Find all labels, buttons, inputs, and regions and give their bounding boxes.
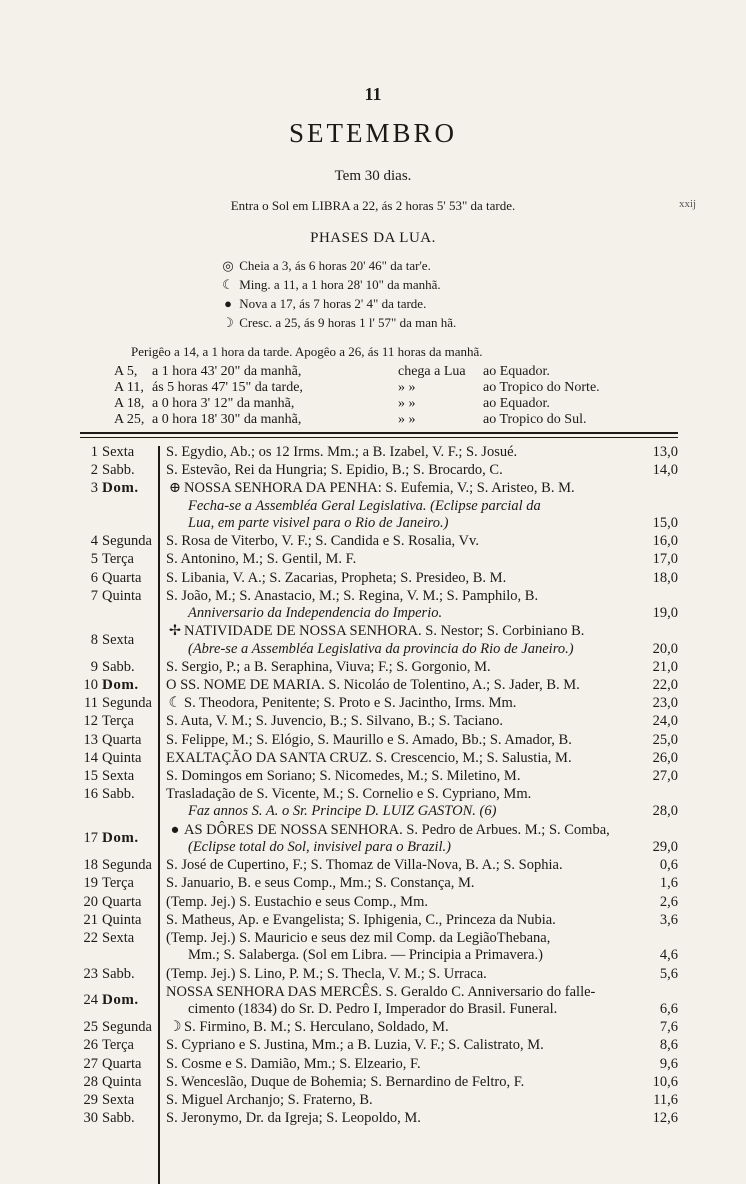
saints-text (166, 623, 584, 640)
eq-dest: ao Tropico do Norte. (483, 380, 600, 395)
value: 13,0 (652, 444, 678, 460)
value: 11,6 (653, 1092, 678, 1108)
note-line: Fecha-se a Assembléa Geral Legislativa. (Eclipse parcial da (188, 497, 541, 514)
calendar-row (80, 857, 678, 874)
value: 29,0 (652, 838, 678, 855)
weekday: Dom. (102, 830, 139, 847)
saints-text-line: S. Theodora, Penitente; S. Proto e S. Jacintho, Irms. Mm. (184, 695, 517, 712)
saints-text-line: (Temp. Jej.) S. Eustachio e seus Comp., Mm. (166, 893, 428, 910)
day-number: 30 (83, 1110, 98, 1127)
phase-line (220, 277, 441, 293)
value: 0,6 (659, 857, 678, 874)
weekday: Quinta (102, 749, 142, 766)
saints-text (166, 875, 475, 892)
value: 2,6 (659, 893, 678, 910)
saints-text (166, 894, 428, 911)
value: 1,6 (659, 875, 678, 892)
eq-time: a 1 hora 43' 20" da manhã, (152, 364, 302, 379)
value: 6,6 (659, 1000, 678, 1017)
day-number: 21 (83, 911, 98, 928)
first-quarter-icon: ☽ (222, 315, 234, 330)
weekday: Segunda (102, 1019, 152, 1036)
top-rule-thin (80, 437, 678, 438)
eq-date: A 11, (114, 380, 144, 395)
day-number: 19 (83, 875, 98, 892)
saints-text (166, 462, 503, 479)
saints-text (166, 732, 572, 749)
phase-line (220, 315, 456, 331)
saints-text (166, 750, 572, 767)
calendar-row (80, 1092, 678, 1109)
calendar-row (80, 786, 678, 821)
day-number: 2 (90, 462, 98, 479)
eq-date: A 18, (114, 396, 145, 411)
saints-text-line: S. Libania, V. A.; S. Zacarias, Propheta; S. Presideo, B. M. (166, 569, 507, 586)
day-number: 28 (83, 1073, 98, 1090)
day-number: 6 (90, 569, 98, 586)
value: 15,0 (652, 514, 678, 531)
day-number: 16 (83, 786, 98, 803)
day-number: 20 (83, 893, 98, 910)
calendar-row (80, 695, 678, 712)
saints-text-line: S. Cosme e S. Damião, Mm.; S. Elzeario, F. (166, 1055, 421, 1072)
eq-date: A 5, (114, 364, 138, 379)
note-line: Lua, em parte visivel para o Rio de Janeiro.) (188, 514, 449, 531)
saints-text-line: S. Firmino, B. M.; S. Herculano, Soldado, M. (184, 1019, 449, 1036)
calendar-row (80, 570, 678, 587)
days-count: Tem 30 dias. (334, 168, 412, 184)
saints-text (166, 659, 491, 676)
value: 7,6 (659, 1019, 678, 1036)
saints-text (166, 444, 517, 461)
eq-date: A 25, (114, 412, 145, 427)
sun-entry-line: Entra o Sol em LIBRA a 22, ás 2 horas 5' 53" da tarde. (230, 198, 516, 213)
weekday: Dom. (102, 992, 139, 1009)
saints-text-line: AS DÔRES DE NOSSA SENHORA. S. Pedro de Arbues. M.; S. Comba, (184, 821, 610, 838)
value: 18,0 (652, 569, 678, 586)
calendar-row (80, 1037, 678, 1054)
day-number: 29 (83, 1092, 98, 1108)
calendar-row (80, 822, 678, 857)
value: 5,6 (659, 965, 678, 982)
feast-symbol-icon: ● (170, 821, 180, 838)
saints-text-line: S. Miguel Archanjo; S. Fraterno, B. (166, 1092, 373, 1108)
feast-symbol-icon: ⊕ (168, 480, 182, 497)
calendar-row (80, 1056, 678, 1073)
phase-line (220, 296, 426, 312)
eq-time: ás 5 horas 47' 15" da tarde, (152, 380, 303, 395)
weekday: Terça (102, 875, 134, 892)
calendar-row (80, 623, 678, 658)
note-line: cimento (1834) do Sr. D. Pedro I, Imperador do Brasil. Funeral. (188, 1000, 558, 1017)
weekday: Dom. (102, 480, 139, 497)
weekday: Terça (102, 1037, 134, 1054)
calendar-row (80, 1074, 678, 1091)
phase-text: Nova a 17, ás 7 horas 2' 4" da tarde. (236, 296, 427, 311)
saints-text (166, 1019, 449, 1036)
calendar-row (80, 462, 678, 479)
saints-text-line: S. José de Cupertino, F.; S. Thomaz de Villa-Nova, B. A.; S. Sophia. (166, 857, 563, 874)
calendar-row (80, 1110, 678, 1127)
phase-text: Cresc. a 25, ás 9 horas 1 l' 57" da man hã. (236, 315, 457, 330)
weekday: Sabb. (102, 1110, 135, 1127)
calendar-row (80, 750, 678, 767)
eq-time: a 0 hora 3' 12" da manhã, (152, 396, 295, 411)
saints-text-line: NATIVIDADE DE NOSSA SENHORA. S. Nestor; S. Corbiniano B. (184, 623, 585, 640)
weekday: Quarta (102, 731, 142, 748)
saints-text (166, 930, 550, 947)
day-number: 10 (83, 677, 98, 693)
weekday: Segunda (102, 857, 152, 874)
saints-text-line: S. Cypriano e S. Justina, Mm.; a B. Luzia, V. F.; S. Calistrato, M. (166, 1037, 544, 1054)
day-number: 17 (83, 830, 98, 847)
phase-text: Ming. a 11, a 1 hora 28' 10" da manhã. (236, 277, 441, 292)
weekday: Terça (102, 551, 134, 568)
value: 28,0 (652, 803, 678, 820)
weekday: Sabb. (102, 786, 135, 803)
value: 24,0 (652, 713, 678, 730)
day-number: 23 (83, 965, 98, 982)
note-line: (Eclipse total do Sol, invisivel para o Brazil.) (188, 838, 451, 855)
value: 12,6 (652, 1110, 678, 1127)
saints-text (166, 1074, 524, 1091)
value: 9,6 (659, 1055, 678, 1072)
page-title: SETEMBRO (288, 118, 458, 148)
margin-mark: xxij (679, 198, 697, 210)
saints-text-line: S. Domingos em Soriano; S. Nicomedes, M.; S. Miletino, M. (166, 768, 521, 784)
weekday: Sexta (102, 444, 135, 460)
value: 8,6 (659, 1037, 678, 1054)
calendar-row (80, 894, 678, 911)
saints-text-line: (Temp. Jej.) S. Mauricio e seus dez mil Comp. da LegiãoThebana, (166, 930, 551, 946)
saints-text (166, 695, 516, 712)
value: 21,0 (652, 658, 678, 675)
value: 27,0 (652, 768, 678, 784)
weekday: Quinta (102, 1073, 142, 1090)
page-number: 11 (364, 84, 382, 104)
weekday: Quarta (102, 893, 142, 910)
value: 14,0 (652, 462, 678, 479)
phase-line (220, 258, 431, 274)
day-number: 26 (83, 1037, 98, 1054)
value: 26,0 (652, 749, 678, 766)
weekday: Terça (102, 713, 134, 730)
saints-text (166, 480, 575, 497)
weekday: Dom. (102, 677, 139, 693)
calendar-row (80, 1019, 678, 1036)
new-moon-icon: ● (224, 296, 232, 311)
value: 20,0 (652, 640, 678, 657)
saints-text (166, 533, 479, 550)
note-line: Anniversario da Independencia do Imperio. (188, 605, 443, 622)
saints-text (166, 713, 503, 730)
saints-text (166, 966, 487, 983)
saints-text (166, 822, 610, 839)
top-rule (80, 432, 678, 434)
eq-verb: » » (398, 412, 416, 427)
saints-text-line: S. Auta, V. M.; S. Juvencio, B.; S. Silvano, B.; S. Taciano. (166, 713, 503, 730)
day-number: 11 (84, 695, 98, 712)
saints-text (166, 588, 538, 605)
saints-text (166, 912, 556, 929)
calendar-row (80, 588, 678, 623)
eq-verb: » » (398, 380, 416, 395)
value: 3,6 (659, 911, 678, 928)
calendar-row (80, 984, 678, 1019)
calendar-row (80, 875, 678, 892)
day-number: 25 (83, 1019, 98, 1036)
saints-text-line: EXALTAÇÃO DA SANTA CRUZ. S. Crescencio, M.; S. Salustia, M. (166, 749, 572, 766)
perigee-line: Perigêo a 14, a 1 hora da tarde. Apogêo a 26, ás 11 horas da manhã. (131, 344, 483, 359)
saints-text-line: S. Jeronymo, Dr. da Igreja; S. Leopoldo, M. (166, 1110, 421, 1127)
saints-text (166, 1110, 421, 1127)
weekday: Segunda (102, 695, 152, 712)
day-number: 18 (83, 857, 98, 874)
weekday: Segunda (102, 533, 152, 550)
calendar-row (80, 930, 678, 965)
eq-time: a 0 hora 18' 30" da manhã, (152, 412, 302, 427)
saints-text (166, 768, 520, 785)
day-number: 15 (83, 768, 98, 784)
phase-text: Cheia a 3, ás 6 horas 20' 46" da tar'e. (236, 258, 431, 273)
value: 23,0 (652, 695, 678, 712)
calendar-row (80, 732, 678, 749)
saints-text-line: S. Wenceslão, Duque de Bohemia; S. Bernardino de Feltro, F. (166, 1073, 525, 1090)
saints-text-line: NOSSA SENHORA DAS MERCÊS. S. Geraldo C. Anniversario do falle- (166, 983, 596, 1000)
calendar-row (80, 677, 678, 694)
saints-text-line: O SS. NOME DE MARIA. S. Nicoláo de Tolentino, A.; S. Jader, B. M. (166, 677, 580, 693)
weekday: Sexta (102, 631, 135, 648)
weekday: Quinta (102, 587, 142, 604)
saints-text-line: S. Egydio, Ab.; os 12 Irms. Mm.; a B. Izabel, V. F.; S. Josué. (166, 444, 518, 460)
day-number: 24 (83, 992, 98, 1009)
value: 4,6 (659, 947, 678, 964)
eq-verb: chega a Lua (398, 364, 466, 379)
calendar-row (80, 713, 678, 730)
saints-text (166, 786, 531, 803)
day-number: 27 (83, 1055, 98, 1072)
saints-text (166, 1092, 373, 1109)
value: 25,0 (652, 731, 678, 748)
saints-text-line: S. Januario, B. e seus Comp., Mm.; S. Constança, M. (166, 875, 475, 892)
weekday: Sexta (102, 768, 135, 784)
saints-text (166, 1056, 421, 1073)
calendar-row (80, 480, 678, 532)
feast-symbol-icon: ☽ (168, 1019, 182, 1036)
saints-text-line: S. Sergio, P.; a B. Seraphina, Viuva; F.; S. Gorgonio, M. (166, 658, 491, 675)
weekday: Quarta (102, 1055, 142, 1072)
calendar-row (80, 444, 678, 461)
saints-text-line: S. Estevão, Rei da Hungria; S. Epidio, B.; S. Brocardo, C. (166, 462, 503, 479)
saints-text-line: (Temp. Jej.) S. Lino, P. M.; S. Thecla, V. M.; S. Urraca. (166, 965, 487, 982)
value: 16,0 (652, 533, 678, 550)
weekday: Quinta (102, 911, 142, 928)
saints-text-line: S. Rosa de Viterbo, V. F.; S. Candida e S. Rosalia, Vv. (166, 533, 479, 550)
saints-text (166, 984, 595, 1001)
saints-text-line: S. Antonino, M.; S. Gentil, M. F. (166, 551, 357, 568)
day-number: 9 (90, 658, 98, 675)
day-number: 7 (90, 587, 98, 604)
last-quarter-icon: ☾ (222, 277, 234, 292)
saints-text (166, 1037, 544, 1054)
day-number: 13 (83, 731, 98, 748)
note-line: Faz annos S. A. o Sr. Principe D. LUIZ GASTON. (6) (188, 803, 497, 820)
feast-symbol-icon: ☾ (168, 695, 182, 712)
phases-title: PHASES DA LUA. (310, 230, 436, 246)
note-line: Mm.; S. Salaberga. (Sol em Libra. — Principia a Primavera.) (188, 947, 543, 964)
day-number: 1 (90, 444, 98, 460)
weekday: Quarta (102, 569, 142, 586)
weekday: Sabb. (102, 658, 135, 675)
saints-text-line: S. Matheus, Ap. e Evangelista; S. Iphigenia, C., Princeza da Nubia. (166, 911, 556, 928)
saints-text-line: S. João, M.; S. Anastacio, M.; S. Regina, V. M.; S. Pamphilo, B. (166, 587, 539, 604)
calendar-row (80, 966, 678, 983)
day-number: 22 (83, 930, 98, 946)
day-number: 3 (90, 480, 98, 497)
weekday: Sexta (102, 1092, 135, 1108)
day-number: 4 (90, 533, 98, 550)
calendar-row (80, 768, 678, 785)
calendar-row (80, 551, 678, 568)
feast-symbol-icon: ✢ (168, 623, 182, 640)
eq-dest: ao Tropico do Sul. (483, 412, 587, 427)
saints-text-line: S. Felippe, M.; S. Elógio, S. Maurillo e S. Amado, Bb.; S. Amador, B. (166, 731, 572, 748)
full-moon-icon: ◎ (222, 258, 234, 273)
eq-dest: ao Equador. (483, 364, 550, 379)
calendar-row (80, 533, 678, 550)
eq-dest: ao Equador. (483, 396, 550, 411)
day-number: 12 (83, 713, 98, 730)
weekday: Sabb. (102, 462, 135, 479)
weekday: Sexta (102, 930, 135, 946)
value: 10,6 (652, 1073, 678, 1090)
eq-verb: » » (398, 396, 416, 411)
value: 22,0 (652, 677, 678, 693)
day-number: 14 (83, 749, 98, 766)
saints-text (166, 570, 506, 587)
saints-text-line: Trasladação de S. Vicente, M.; S. Cornelio e S. Cypriano, Mm. (166, 786, 532, 803)
day-number: 5 (90, 551, 98, 568)
calendar-row (80, 912, 678, 929)
value: 17,0 (652, 551, 678, 568)
calendar-row (80, 659, 678, 676)
saints-text-line: NOSSA SENHORA DA PENHA: S. Eufemia, V.; S. Aristeo, B. M. (184, 480, 575, 497)
value: 19,0 (652, 605, 678, 622)
saints-text (166, 677, 580, 694)
weekday: Sabb. (102, 965, 135, 982)
day-number: 8 (90, 631, 98, 648)
saints-text (166, 857, 563, 874)
note-line: (Abre-se a Assembléa Legislativa da provincia do Rio de Janeiro.) (188, 640, 574, 657)
saints-text (166, 551, 356, 568)
